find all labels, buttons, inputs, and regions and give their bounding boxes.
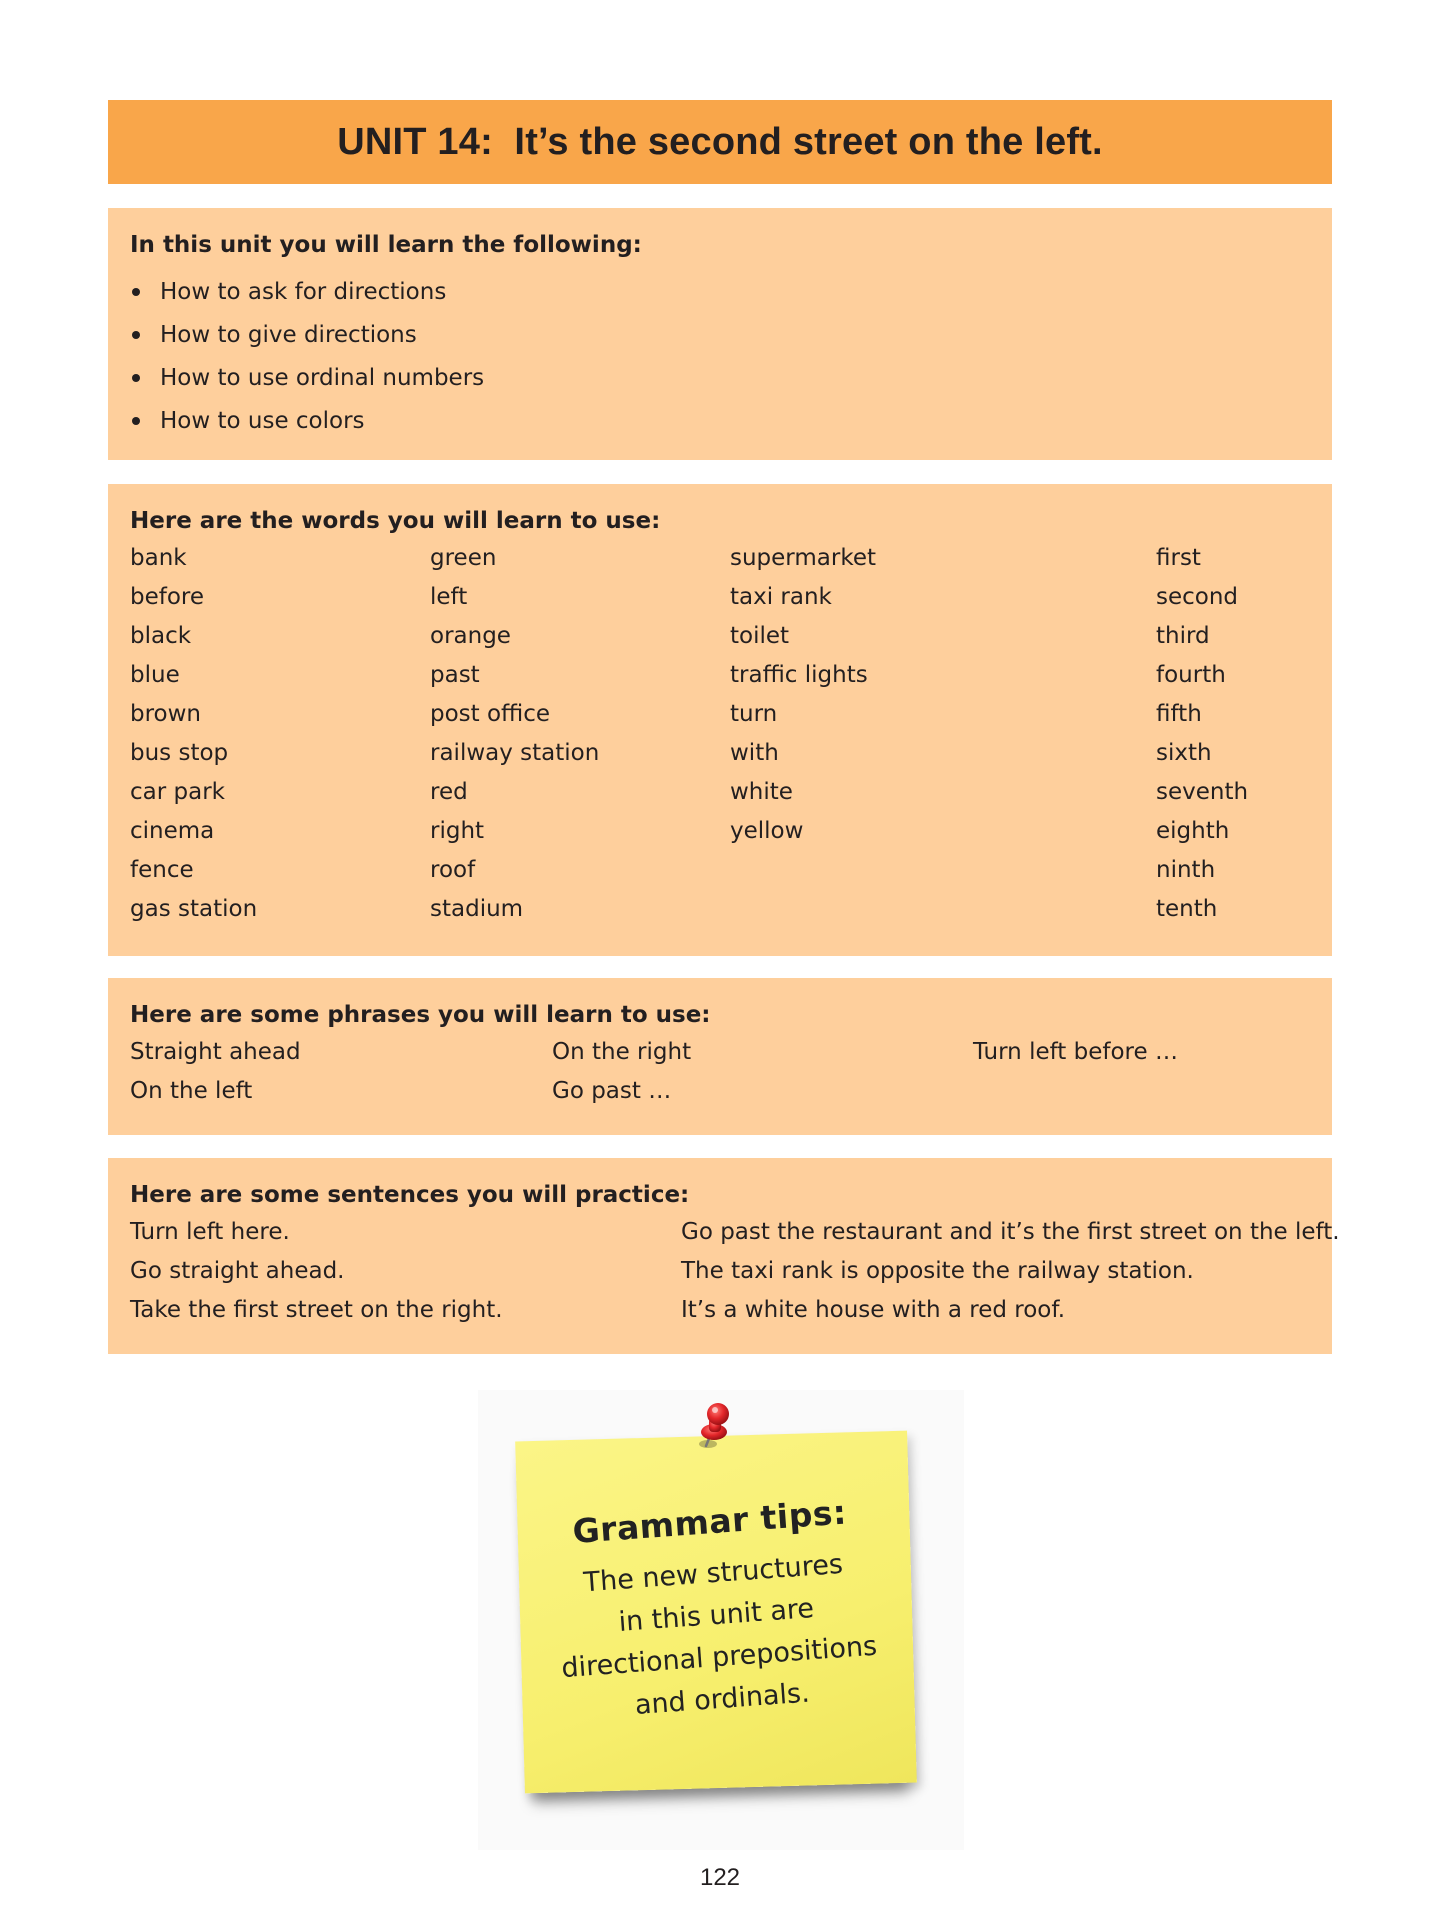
objectives-list bbox=[130, 276, 484, 448]
sentence-item: Go past the restaurant and it’s the first street on the left. bbox=[681, 1219, 1340, 1245]
sentences-heading: Here are some sentences you will practice: bbox=[130, 1182, 690, 1208]
word-item: with bbox=[730, 740, 779, 766]
word-item: eighth bbox=[1156, 818, 1230, 844]
sentences-column-left bbox=[130, 1216, 503, 1333]
phrases-heading: Here are some phrases you will learn to use: bbox=[130, 1002, 711, 1028]
vocabulary-column-2 bbox=[430, 542, 599, 932]
word-item: second bbox=[1156, 584, 1239, 610]
sentences-column-right bbox=[681, 1216, 1340, 1333]
word-item: gas station bbox=[130, 896, 258, 922]
bullet-icon bbox=[132, 288, 140, 296]
word-item: tenth bbox=[1156, 896, 1218, 922]
word-item: yellow bbox=[730, 818, 804, 844]
phrase-item: Turn left before … bbox=[973, 1039, 1178, 1065]
phrase-item: Straight ahead bbox=[130, 1039, 301, 1065]
word-item: seventh bbox=[1156, 779, 1249, 805]
word-item: stadium bbox=[430, 896, 524, 922]
sticky-note bbox=[515, 1431, 917, 1794]
word-item: fence bbox=[130, 857, 194, 883]
vocabulary-box bbox=[108, 484, 1332, 956]
vocabulary-column-ordinals bbox=[1156, 542, 1248, 932]
word-item: black bbox=[130, 623, 192, 649]
word-item: red bbox=[430, 779, 468, 805]
sentences-box bbox=[108, 1158, 1340, 1354]
page-number: 122 bbox=[699, 1864, 741, 1891]
vocabulary-column-1 bbox=[130, 542, 257, 932]
word-item: blue bbox=[130, 662, 180, 688]
bullet-icon bbox=[132, 417, 140, 425]
word-item: toilet bbox=[730, 623, 790, 649]
list-item: How to use colors bbox=[130, 405, 484, 448]
bullet-icon bbox=[132, 331, 140, 339]
word-item: taxi rank bbox=[730, 584, 832, 610]
word-item: ninth bbox=[1156, 857, 1216, 883]
sentence-item: The taxi rank is opposite the railway station. bbox=[681, 1258, 1194, 1284]
grammar-tips-line: directional prepositions bbox=[560, 1630, 879, 1685]
pushpin-icon bbox=[684, 1398, 744, 1458]
word-item: orange bbox=[430, 623, 511, 649]
word-item: left bbox=[430, 584, 468, 610]
sentence-item: Take the first street on the right. bbox=[130, 1297, 503, 1323]
word-item: bank bbox=[130, 545, 187, 571]
bullet-icon bbox=[132, 374, 140, 382]
word-item: brown bbox=[130, 701, 202, 727]
word-item: car park bbox=[130, 779, 225, 805]
sentence-item: Turn left here. bbox=[130, 1219, 290, 1245]
sentence-item: It’s a white house with a red roof. bbox=[681, 1297, 1066, 1323]
word-item: past bbox=[430, 662, 480, 688]
vocabulary-heading: Here are the words you will learn to use: bbox=[130, 508, 661, 534]
vocabulary-column-3 bbox=[730, 542, 876, 854]
word-item: post office bbox=[430, 701, 551, 727]
grammar-tips-text bbox=[513, 1488, 920, 1734]
phrase-item: On the right bbox=[552, 1039, 692, 1065]
unit-title-bar bbox=[108, 100, 1332, 184]
list-item: How to give directions bbox=[130, 319, 484, 362]
word-item: fourth bbox=[1156, 662, 1226, 688]
word-item: cinema bbox=[130, 818, 215, 844]
word-item: before bbox=[130, 584, 205, 610]
word-item: sixth bbox=[1156, 740, 1212, 766]
grammar-tips-illustration bbox=[478, 1390, 964, 1850]
phrase-item: On the left bbox=[130, 1078, 253, 1104]
objectives-heading: In this unit you will learn the following: bbox=[130, 232, 642, 258]
word-item: traffic lights bbox=[730, 662, 868, 688]
grammar-tips-line: and ordinals. bbox=[633, 1677, 811, 1721]
sentence-item: Go straight ahead. bbox=[130, 1258, 345, 1284]
phrase-item: Go past … bbox=[552, 1078, 672, 1104]
word-item: roof bbox=[430, 857, 476, 883]
grammar-tips-title: Grammar tips: bbox=[571, 1492, 848, 1551]
grammar-tips-line: in this unit are bbox=[617, 1593, 815, 1638]
word-item: railway station bbox=[430, 740, 600, 766]
word-item: turn bbox=[730, 701, 778, 727]
word-item: right bbox=[430, 818, 485, 844]
word-item: fifth bbox=[1156, 701, 1202, 727]
word-item: supermarket bbox=[730, 545, 876, 571]
list-item: How to ask for directions bbox=[130, 276, 484, 319]
list-item: How to use ordinal numbers bbox=[130, 362, 484, 405]
objectives-box bbox=[108, 208, 1332, 460]
word-item: white bbox=[730, 779, 793, 805]
word-item: first bbox=[1156, 545, 1201, 571]
grammar-tips-line: The new structures bbox=[582, 1548, 844, 1599]
word-item: green bbox=[430, 545, 497, 571]
word-item: third bbox=[1156, 623, 1210, 649]
phrases-box bbox=[108, 978, 1332, 1135]
unit-title: UNIT 14: It’s the second street on the left. bbox=[337, 120, 1103, 163]
word-item: bus stop bbox=[130, 740, 229, 766]
